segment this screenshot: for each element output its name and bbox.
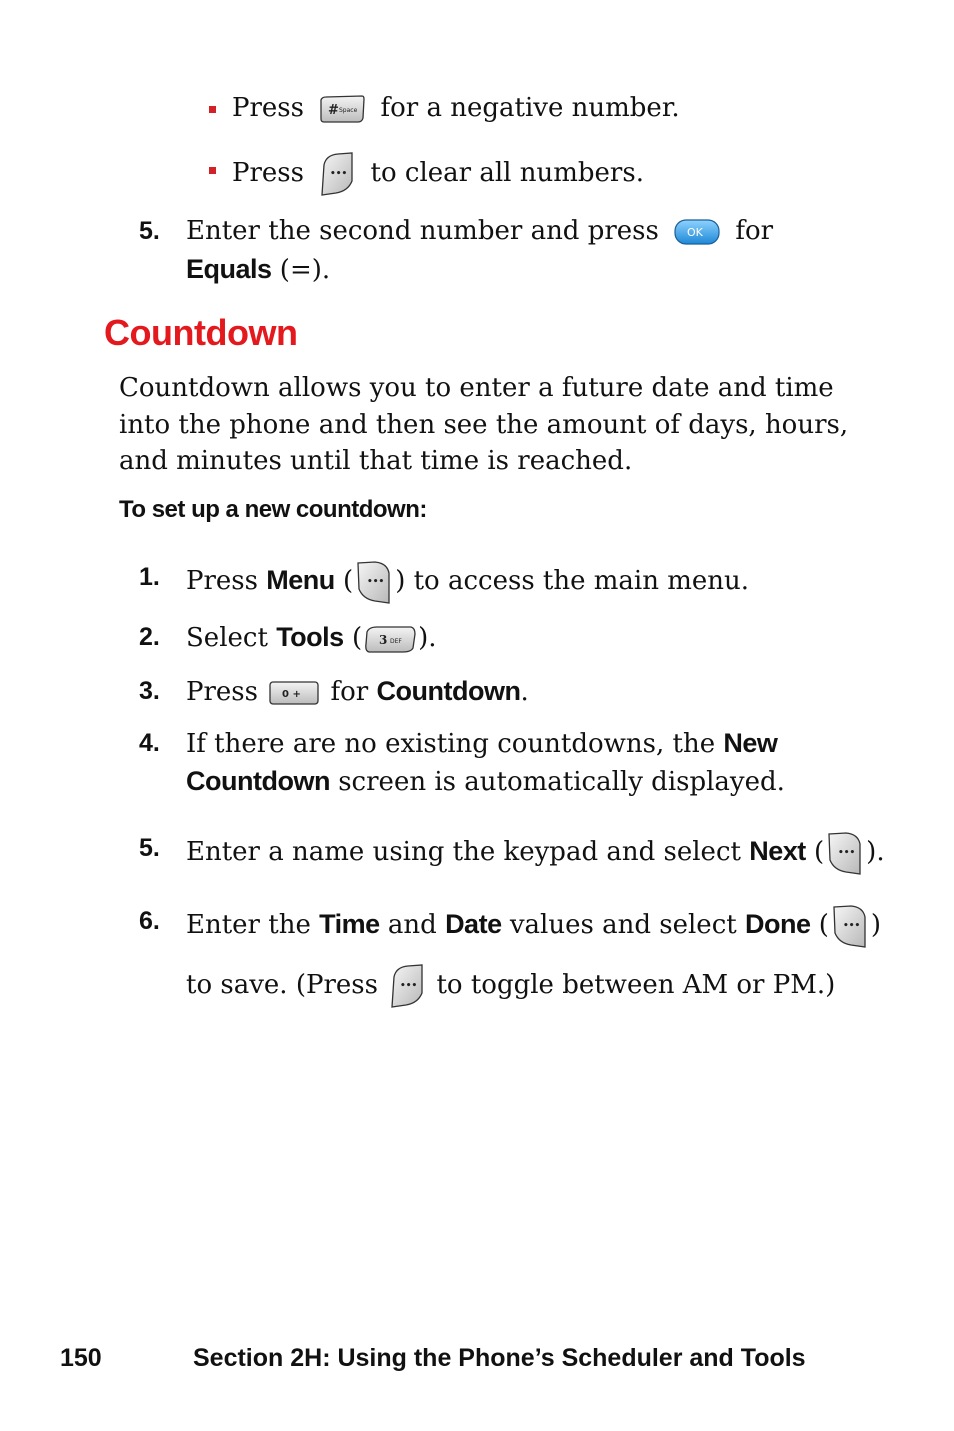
zero-key-label: 0 + bbox=[282, 689, 302, 700]
step-text: and bbox=[379, 910, 446, 940]
step-text: Enter the second number and press bbox=[186, 216, 659, 246]
step-text: for bbox=[735, 216, 774, 246]
step-text: values and select bbox=[501, 910, 745, 940]
step-text: ( bbox=[343, 623, 363, 653]
step-6-line-2 bbox=[186, 963, 835, 1009]
step-text: Select bbox=[186, 623, 277, 653]
step-1 bbox=[186, 559, 749, 605]
zero-plus-key-icon bbox=[268, 679, 320, 707]
step-text: Enter a name using the keypad and select bbox=[186, 837, 750, 867]
step-text: (=). bbox=[279, 255, 331, 285]
procedure-heading: To set up a new countdown: bbox=[119, 496, 427, 523]
step-number: 1. bbox=[139, 563, 160, 591]
bullet-text: Press bbox=[232, 93, 304, 123]
top-step-line-2 bbox=[186, 251, 330, 288]
step-text: Enter the bbox=[186, 910, 320, 940]
step-text: ( bbox=[805, 837, 825, 867]
bullet-marker bbox=[209, 106, 216, 113]
new-term: New bbox=[723, 728, 778, 758]
step-3 bbox=[186, 673, 529, 710]
pound-key-sublabel: Space bbox=[339, 107, 358, 114]
step-number: 5. bbox=[139, 834, 160, 862]
time-term: Time bbox=[319, 909, 380, 939]
step-text: . bbox=[520, 677, 529, 707]
menu-term: Menu bbox=[266, 565, 335, 595]
bullet-text: for a negative number. bbox=[380, 93, 680, 123]
step-number: 4. bbox=[139, 729, 160, 757]
step-4-line-2 bbox=[186, 763, 785, 800]
softkey-icon bbox=[831, 903, 869, 949]
step-text: to save. (Press bbox=[186, 970, 387, 1000]
step-text: ). bbox=[418, 623, 437, 653]
step-text: ). bbox=[866, 837, 885, 867]
softkey-icon bbox=[826, 830, 864, 876]
countdown-term: Countdown bbox=[376, 676, 521, 706]
step-4-line-1 bbox=[186, 725, 777, 762]
step-text: Press bbox=[186, 677, 267, 707]
bullet-marker bbox=[209, 167, 216, 174]
footer-section-title: Section 2H: Using the Phone’s Scheduler and Tools bbox=[193, 1344, 806, 1372]
step-text: screen is automatically displayed. bbox=[329, 767, 785, 797]
softkey-icon bbox=[318, 151, 356, 197]
softkey-glyph: ••• bbox=[838, 848, 856, 858]
date-term: Date bbox=[445, 909, 502, 939]
step-text: ) bbox=[870, 910, 882, 940]
step-text: Press bbox=[186, 566, 267, 596]
equals-term: Equals bbox=[186, 254, 272, 284]
step-number: 6. bbox=[139, 907, 160, 935]
softkey-icon bbox=[355, 559, 393, 605]
step-number: 5. bbox=[139, 217, 160, 245]
step-text: ( bbox=[334, 566, 354, 596]
bullet-clear-numbers bbox=[232, 151, 644, 197]
step-5 bbox=[186, 830, 885, 876]
intro-paragraph: Countdown allows you to enter a future date and time into the phone and then see the amount of days, hours, and minutes until that time is reached. bbox=[119, 373, 849, 476]
page-number: 150 bbox=[60, 1344, 102, 1372]
three-key-label: 3 bbox=[379, 633, 388, 647]
step-text: If there are no existing countdowns, the bbox=[186, 729, 724, 759]
softkey-icon bbox=[388, 963, 426, 1009]
tools-term: Tools bbox=[276, 622, 344, 652]
pound-key-label: # bbox=[328, 103, 340, 118]
next-term: Next bbox=[749, 836, 806, 866]
step-number: 2. bbox=[139, 623, 160, 651]
step-text: ) to access the main menu. bbox=[395, 566, 750, 596]
pound-space-key-icon bbox=[318, 94, 366, 124]
softkey-glyph: ••• bbox=[330, 169, 348, 179]
three-key-sublabel: DEF bbox=[390, 638, 402, 645]
done-term: Done bbox=[744, 909, 811, 939]
bullet-text: Press bbox=[232, 158, 304, 188]
softkey-glyph: ••• bbox=[842, 921, 861, 931]
step-text: for bbox=[322, 677, 377, 707]
step-number: 3. bbox=[139, 677, 160, 705]
softkey-glyph: ••• bbox=[400, 981, 418, 991]
softkey-glyph: ••• bbox=[367, 577, 385, 587]
bullet-text: to clear all numbers. bbox=[370, 158, 644, 188]
section-title: Countdown bbox=[104, 312, 298, 353]
three-def-key-icon bbox=[363, 624, 417, 654]
bullet-negative-number bbox=[232, 90, 680, 126]
ok-key-icon bbox=[673, 217, 721, 247]
step-text: to toggle between AM or PM.) bbox=[428, 970, 836, 1000]
step-6-line-1 bbox=[186, 903, 881, 949]
step-text: ( bbox=[810, 910, 829, 940]
countdown-term: Countdown bbox=[186, 766, 330, 796]
ok-key-label: OK bbox=[687, 226, 704, 239]
top-step-line-1 bbox=[186, 213, 773, 249]
step-2 bbox=[186, 619, 437, 656]
